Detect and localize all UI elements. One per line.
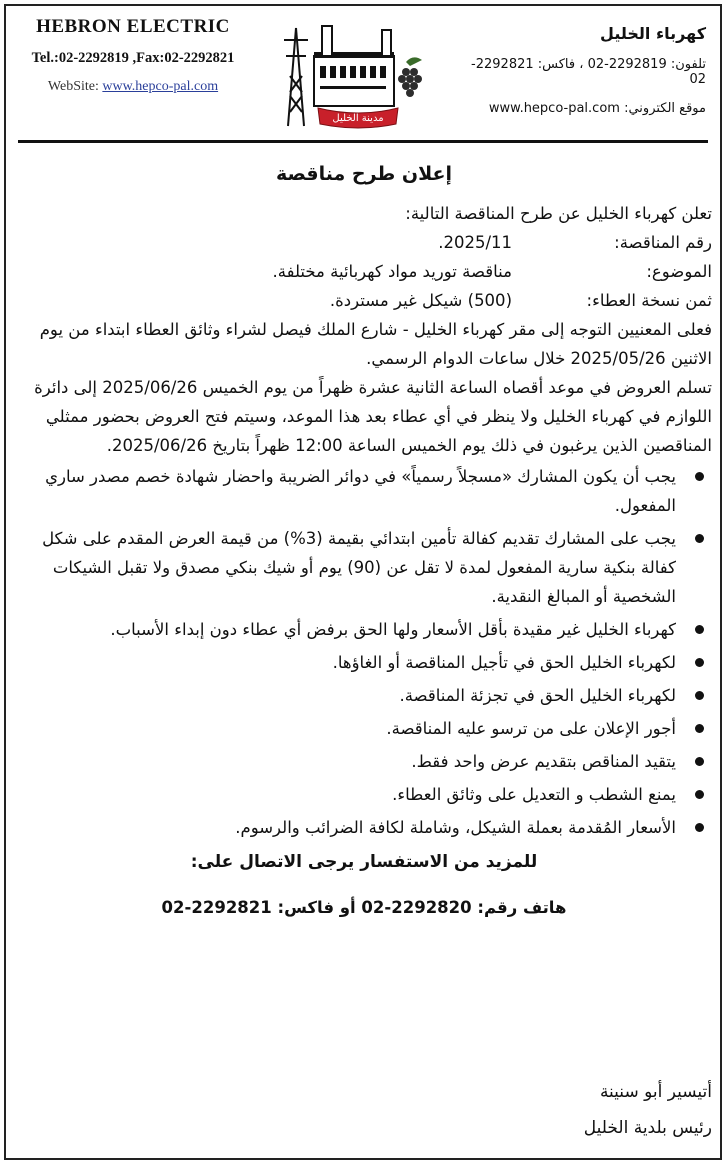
phone-fax-english: Tel.:02-2292819 ,Fax:02-2292821 xyxy=(31,50,235,66)
tender-number-row xyxy=(16,228,712,257)
notice-title: إعلان طرح مناقصة xyxy=(275,163,453,185)
tender-number-value: 2025/11. xyxy=(438,233,512,252)
bullet-icon xyxy=(695,691,704,700)
website-label-arabic: موقع الكتروني: xyxy=(619,101,706,116)
website-english xyxy=(18,79,248,95)
tender-number-label: رقم المناقصة: xyxy=(614,233,712,252)
subject-row xyxy=(16,257,712,286)
header-arabic xyxy=(456,24,706,116)
notice-body xyxy=(16,160,712,922)
hebron-electric-logo xyxy=(278,16,428,131)
website-label-english: WebSite: xyxy=(47,79,103,94)
grapes-icon xyxy=(398,57,422,97)
bullet-icon xyxy=(695,757,704,766)
bullet-icon xyxy=(695,790,704,799)
header-divider xyxy=(18,140,708,143)
bullet-icon xyxy=(695,658,704,667)
website-arabic xyxy=(456,101,706,116)
signature-block xyxy=(412,1074,712,1146)
bullet-icon xyxy=(695,472,704,481)
company-name-arabic: كهرباء الخليل xyxy=(600,24,706,43)
mosque-building-icon xyxy=(314,26,394,106)
contact-phones: هاتف رقم: 2292820-02 أو فاكس: 2292821-02 xyxy=(161,898,567,917)
bullet-icon xyxy=(695,625,704,634)
header-english xyxy=(18,16,248,95)
bullet-icon xyxy=(695,724,704,733)
website-link-arabic[interactable]: www.hepco-pal.com xyxy=(488,101,620,116)
website-link-english[interactable]: www.hepco-pal.com xyxy=(102,79,219,94)
logo-banner xyxy=(318,108,398,128)
signatory-name: أتيسير أبو سنينة xyxy=(599,1082,712,1102)
price-row xyxy=(16,286,712,315)
signatory-title: رئيس بلدية الخليل xyxy=(583,1118,712,1138)
list-item: يجب أن يكون المشارك «مسجلاً رسمياً» في دوائر الضريبة واحضار شهادة خصم مصدر ساري المفعول. xyxy=(16,462,712,520)
list-item: الأسعار المُقدمة بعملة الشيكل، وشاملة لكافة الضرائب والرسوم. xyxy=(16,813,712,842)
bullet-icon xyxy=(695,534,704,543)
list-item: لكهرباء الخليل الحق في تجزئة المناقصة. xyxy=(16,681,712,710)
subject-label: الموضوع: xyxy=(646,262,712,281)
logo-banner-text: مدينة الخليل xyxy=(332,113,384,124)
deadline-paragraph: تسلم العروض في موعد أقصاه الساعة الثانية عشرة ظهراً من يوم الخميس 2025/06/26 إلى دائرة اللوازم في كهرباء الخليل ولا ينظر في أي عطاء بعد هذا الموعد، وسيتم فتح العروض بحضور ممثلي المناقصين الذين يرغبون في ذلك يوم الخميس الساعة 12:00 ظهراً بتاريخ 2025/06/26. xyxy=(34,378,712,455)
price-label: ثمن نسخة العطاء: xyxy=(586,291,712,310)
contact-heading: للمزيد من الاستفسار يرجى الاتصال على: xyxy=(190,852,538,872)
list-item: لكهرباء الخليل الحق في تأجيل المناقصة أو الغاؤها. xyxy=(16,648,712,677)
conditions-list xyxy=(16,462,712,842)
phone-fax-arabic: تلفون: 2292819-02 ، فاكس: 2292821-02 xyxy=(471,57,706,87)
list-item: كهرباء الخليل غير مقيدة بأقل الأسعار ولها الحق برفض أي عطاء دون إبداء الأسباب. xyxy=(16,615,712,644)
list-item: يتقيد المناقص بتقديم عرض واحد فقط. xyxy=(16,747,712,776)
list-item: يجب على المشارك تقديم كفالة تأمين ابتدائي بقيمة (3%) من قيمة العرض المقدم على شكل كفالة بنكية سارية المفعول لمدة لا تقل عن (90) يوم أو شيك بنكي مصدق ولا تقبل الشيكات الشخصية أو المبالغ النقدية. xyxy=(16,524,712,611)
notice-intro: تعلن كهرباء الخليل عن طرح المناقصة التالية: xyxy=(405,204,712,223)
power-pylon-icon xyxy=(284,28,308,126)
company-name-english: HEBRON ELECTRIC xyxy=(36,16,230,37)
list-item: يمنع الشطب و التعديل على وثائق العطاء. xyxy=(16,780,712,809)
price-value: (500) شيكل غير مستردة. xyxy=(329,291,512,310)
subject-value: مناقصة توريد مواد كهربائية مختلفة. xyxy=(272,262,512,281)
bullet-icon xyxy=(695,823,704,832)
list-item: أجور الإعلان على من ترسو عليه المناقصة. xyxy=(16,714,712,743)
purchase-paragraph: فعلى المعنيين التوجه إلى مقر كهرباء الخليل - شارع الملك فيصل لشراء وثائق العطاء ابتداء من يوم الاثنين 2025/05/26 خلال ساعات الدوام الرسمي. xyxy=(39,320,712,368)
